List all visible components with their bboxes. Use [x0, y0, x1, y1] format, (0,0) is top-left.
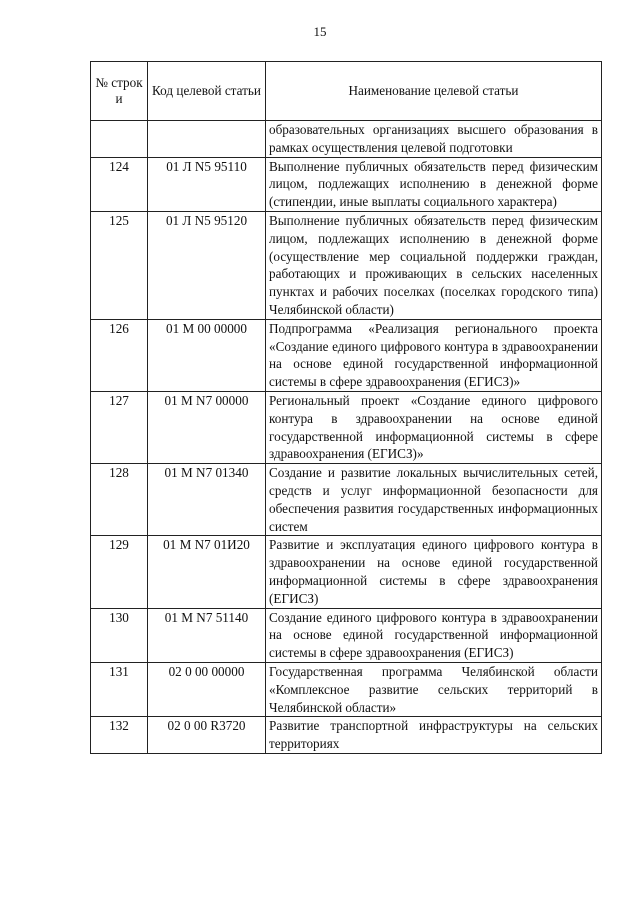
row-code: 01 Л N5 95120	[148, 211, 266, 319]
row-code: 01 М N7 51140	[148, 608, 266, 662]
row-code: 01 М N7 01340	[148, 464, 266, 536]
header-name: Наименование целевой статьи	[266, 62, 602, 121]
table-row	[91, 662, 602, 716]
row-number: 130	[91, 608, 148, 662]
row-number: 127	[91, 391, 148, 463]
table-row	[91, 391, 602, 463]
row-code: 02 0 00 00000	[148, 662, 266, 716]
table-row	[91, 319, 602, 391]
row-code: 01 М N7 00000	[148, 391, 266, 463]
row-code	[148, 121, 266, 158]
row-code: 01 М 00 00000	[148, 319, 266, 391]
row-name: Развитие транспортной инфраструктуры на сельских территориях	[266, 717, 602, 754]
row-name: образовательных организациях высшего образования в рамках осуществления целевой подготовки	[266, 121, 602, 158]
row-name: Выполнение публичных обязательств перед физическим лицом, подлежащих исполнению в денежной форме (стипендии, иные выплаты социального характера)	[266, 157, 602, 211]
table-row	[91, 211, 602, 319]
row-number: 129	[91, 536, 148, 608]
table-row	[91, 717, 602, 754]
table-row	[91, 157, 602, 211]
table-header-row	[91, 62, 602, 121]
row-number: 131	[91, 662, 148, 716]
row-code: 01 М N7 01И20	[148, 536, 266, 608]
row-number	[91, 121, 148, 158]
row-name: Подпрограмма «Реализация регионального проекта «Создание единого цифрового контура в здравоохранении на основе единой государственной информационной системы в сфере здравоохранения (ЕГИСЗ)»	[266, 319, 602, 391]
header-row-number: № строк и	[91, 62, 148, 121]
row-name: Создание и развитие локальных вычислительных сетей, средств и услуг информационной безопасности для обеспечения развития государственных информационных систем	[266, 464, 602, 536]
row-code: 01 Л N5 95110	[148, 157, 266, 211]
row-name: Региональный проект «Создание единого цифрового контура в здравоохранении на основе единой государственной информационной системы в сфере здравоохранения (ЕГИСЗ)»	[266, 391, 602, 463]
row-name: Выполнение публичных обязательств перед физическим лицом, подлежащих исполнению в денежной форме (осуществление мер социальной поддержки граждан, работающих и проживающих в сельских населенных пунктах и рабочих поселках (поселках городского типа) Челябинской области)	[266, 211, 602, 319]
header-code: Код целевой статьи	[148, 62, 266, 121]
row-name: Государственная программа Челябинской области «Комплексное развитие сельских территорий в Челябинской области»	[266, 662, 602, 716]
table-row	[91, 121, 602, 158]
row-number: 128	[91, 464, 148, 536]
row-number: 124	[91, 157, 148, 211]
row-code: 02 0 00 R3720	[148, 717, 266, 754]
table-row	[91, 536, 602, 608]
table-row	[91, 464, 602, 536]
page-number: 15	[313, 24, 327, 39]
row-number: 126	[91, 319, 148, 391]
row-name: Развитие и эксплуатация единого цифрового контура в здравоохранении на основе единой государственной информационной системы в сфере здравоохранения (ЕГИСЗ)	[266, 536, 602, 608]
row-number: 132	[91, 717, 148, 754]
row-name: Создание единого цифрового контура в здравоохранении на основе единой государственной информационной системы в сфере здравоохранения (ЕГИСЗ)	[266, 608, 602, 662]
row-number: 125	[91, 211, 148, 319]
table-row	[91, 608, 602, 662]
target-items-table	[90, 61, 602, 754]
